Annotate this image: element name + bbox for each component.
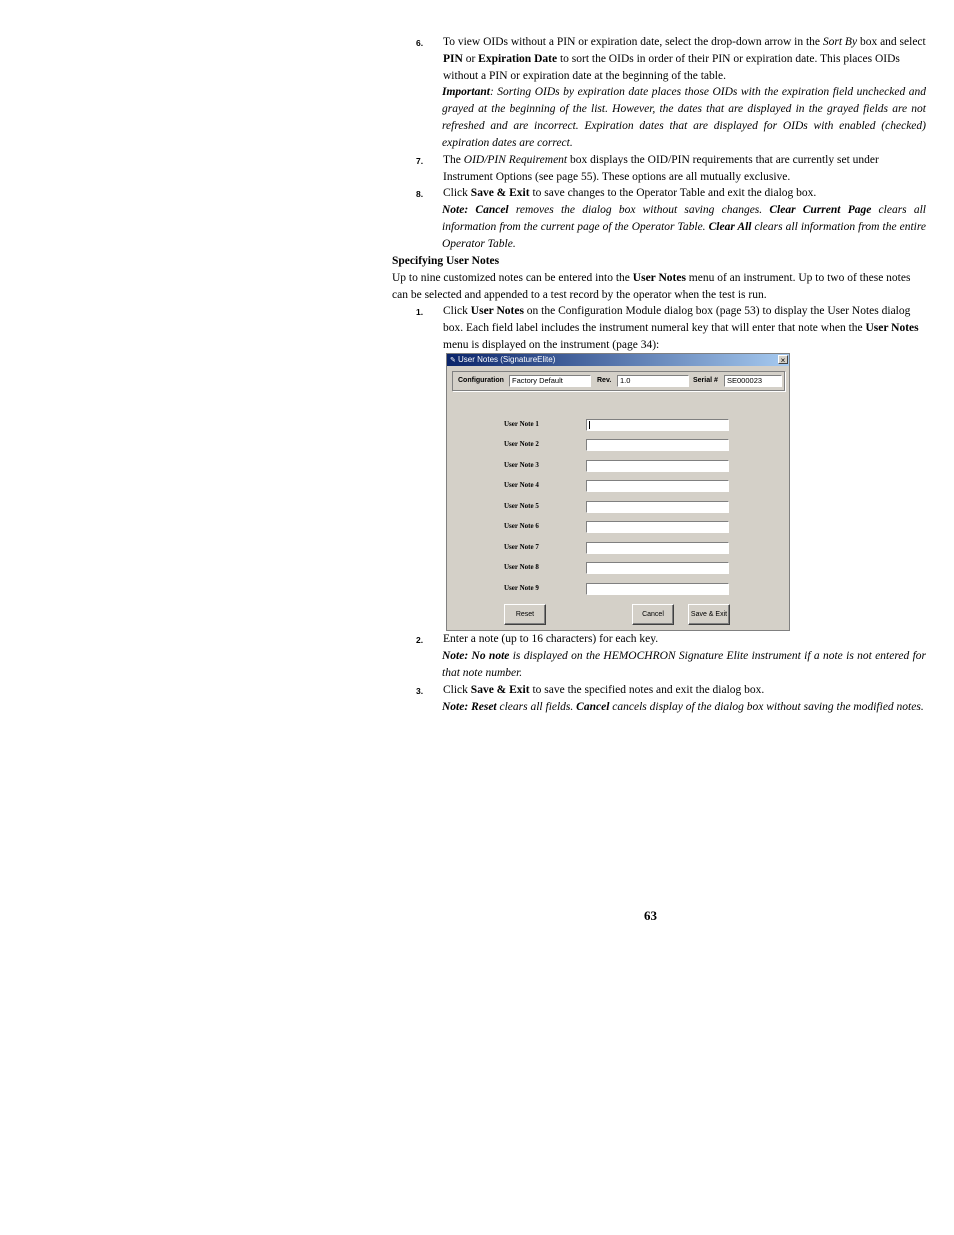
step-number-1: 1. bbox=[416, 307, 424, 317]
user-note-4-label: User Note 4 bbox=[504, 481, 539, 489]
step-3-text bbox=[443, 682, 926, 699]
save-exit-term: Save & Exit bbox=[470, 684, 530, 696]
user-note-8-label: User Note 8 bbox=[504, 563, 539, 571]
step-6-text bbox=[443, 34, 926, 85]
configuration-group bbox=[452, 371, 785, 391]
step-number-2: 2. bbox=[416, 635, 424, 645]
step-3-text-b: to save the specified notes and exit the dialog box. bbox=[529, 684, 765, 696]
step-8-text-a: Click bbox=[443, 187, 471, 199]
step-number-7: 7. bbox=[416, 156, 424, 166]
oid-pin-requirement-term: OID/PIN Requirement bbox=[463, 154, 568, 166]
save-exit-term: Save & Exit bbox=[470, 187, 530, 199]
user-note-6-input[interactable] bbox=[586, 521, 729, 533]
important-note bbox=[442, 84, 926, 152]
step-8-note-b: clears all information from the current page of the Operator Table. bbox=[442, 204, 926, 233]
user-note-7-label: User Note 7 bbox=[504, 543, 539, 551]
user-note-6-label: User Note 6 bbox=[504, 522, 539, 530]
user-note-7-input[interactable] bbox=[586, 542, 729, 554]
reset-term: Reset bbox=[471, 701, 497, 713]
expiration-date-term: Expiration Date bbox=[478, 53, 558, 65]
user-note-3-label: User Note 3 bbox=[504, 461, 539, 469]
step-number-3: 3. bbox=[416, 686, 424, 696]
configuration-field[interactable]: Factory Default bbox=[509, 375, 591, 387]
user-notes-term: User Notes bbox=[470, 305, 524, 317]
sort-by-term: Sort By bbox=[822, 36, 858, 48]
dialog-titlebar bbox=[447, 354, 789, 366]
note-label: Note: bbox=[442, 701, 472, 713]
section-intro bbox=[392, 270, 926, 304]
step-6-text-b: box and select bbox=[857, 36, 926, 48]
user-note-4-input[interactable] bbox=[586, 480, 729, 492]
note-label: Note: bbox=[442, 650, 472, 662]
user-note-1-input[interactable] bbox=[586, 419, 729, 431]
important-label: Important bbox=[442, 86, 490, 98]
cancel-button[interactable]: Cancel bbox=[632, 604, 674, 625]
user-notes-term: User Notes bbox=[865, 322, 919, 334]
step-1-text-a: Click bbox=[443, 305, 471, 317]
step-7-text bbox=[443, 152, 926, 186]
dialog-title: User Notes (SignatureElite) bbox=[458, 355, 556, 364]
step-2-text: Enter a note (up to 16 characters) for each key. bbox=[443, 633, 659, 645]
configuration-label: Configuration bbox=[458, 377, 504, 384]
step-8-note bbox=[442, 202, 926, 253]
step-3-note bbox=[442, 699, 926, 716]
reset-button[interactable]: Reset bbox=[504, 604, 546, 625]
close-button[interactable]: × bbox=[778, 355, 788, 364]
serial-label: Serial # bbox=[693, 377, 718, 384]
no-note-term: No note bbox=[471, 650, 510, 662]
cancel-term: Cancel bbox=[576, 701, 610, 713]
rev-label: Rev. bbox=[597, 377, 612, 384]
user-note-2-input[interactable] bbox=[586, 439, 729, 451]
step-8-text bbox=[443, 185, 926, 202]
step-2-note bbox=[442, 648, 926, 682]
section-heading: Specifying User Notes bbox=[392, 255, 500, 267]
user-note-5-input[interactable] bbox=[586, 501, 729, 513]
step-3-note-a: clears all fields. bbox=[496, 701, 577, 713]
user-notes-dialog bbox=[446, 353, 790, 631]
user-note-3-input[interactable] bbox=[586, 460, 729, 472]
important-text: : Sorting OIDs by expiration date places those OIDs with the expiration field unchecked and grayed at the beginning of the list. However, the dates that are displayed in the grayed fields are not refreshed and are incorrect. Expiration dates that are displayed for OIDs with enabled (checked) expiration dates are correct. bbox=[442, 86, 926, 149]
rev-field[interactable]: 1.0 bbox=[617, 375, 689, 387]
step-number-6: 6. bbox=[416, 38, 424, 48]
step-8-note-c: clears all information from the entire Operator Table. bbox=[442, 221, 926, 250]
step-8-note-a: removes the dialog box without saving changes. bbox=[508, 204, 770, 216]
user-note-5-label: User Note 5 bbox=[504, 502, 539, 510]
user-note-8-input[interactable] bbox=[586, 562, 729, 574]
page-number: 63 bbox=[644, 908, 657, 923]
user-notes-term: User Notes bbox=[632, 272, 686, 284]
step-2-note-text: is displayed on the HEMOCHRON Signature Elite instrument if a note is not entered for that note number. bbox=[442, 650, 926, 679]
step-7-text-a: The bbox=[443, 154, 464, 166]
intro-text-a: Up to nine customized notes can be entered into the bbox=[392, 272, 633, 284]
cancel-term: Cancel bbox=[475, 204, 509, 216]
step-6-text-a: To view OIDs without a PIN or expiration date, select the drop-down arrow in the bbox=[443, 36, 823, 48]
step-8-text-b: to save changes to the Operator Table and exit the dialog box. bbox=[529, 187, 817, 199]
step-1-text-b: on the Configuration Module dialog box (page 53) to display the User Notes dialog box. Each field label includes the instrument numeral key that will enter that note when the bbox=[443, 305, 911, 334]
note-label: Note: bbox=[442, 204, 476, 216]
app-icon: ✎ bbox=[450, 357, 456, 364]
save-exit-button[interactable]: Save & Exit bbox=[688, 604, 730, 625]
clear-all-term: Clear All bbox=[708, 221, 752, 233]
serial-field[interactable]: SE000023 bbox=[724, 375, 782, 387]
user-note-1-label: User Note 1 bbox=[504, 420, 539, 428]
step-1-text bbox=[443, 303, 923, 354]
user-note-9-input[interactable] bbox=[586, 583, 729, 595]
step-7-text-b: box displays the OID/PIN requirements that are currently set under Instrument Options (see page 55). These options are all mutually exclusive. bbox=[443, 154, 879, 183]
step-3-note-b: cancels display of the dialog box without saving the modified notes. bbox=[609, 701, 924, 713]
text-cursor bbox=[589, 421, 590, 429]
user-note-2-label: User Note 2 bbox=[504, 440, 539, 448]
step-6-text-c: or bbox=[462, 53, 479, 65]
step-number-8: 8. bbox=[416, 189, 424, 199]
step-6-text-d: to sort the OIDs in order of their PIN or expiration date. This places OIDs without a PIN or expiration date at the beginning of the table. bbox=[443, 53, 900, 82]
user-note-9-label: User Note 9 bbox=[504, 584, 539, 592]
clear-current-page-term: Clear Current Page bbox=[769, 204, 872, 216]
intro-text-b: menu of an instrument. Up to two of these notes can be selected and appended to a test record by the operator when the test is run. bbox=[392, 272, 911, 301]
step-3-text-a: Click bbox=[443, 684, 471, 696]
pin-term: PIN bbox=[443, 53, 463, 65]
step-1-text-c: menu is displayed on the instrument (page 34): bbox=[443, 339, 660, 351]
